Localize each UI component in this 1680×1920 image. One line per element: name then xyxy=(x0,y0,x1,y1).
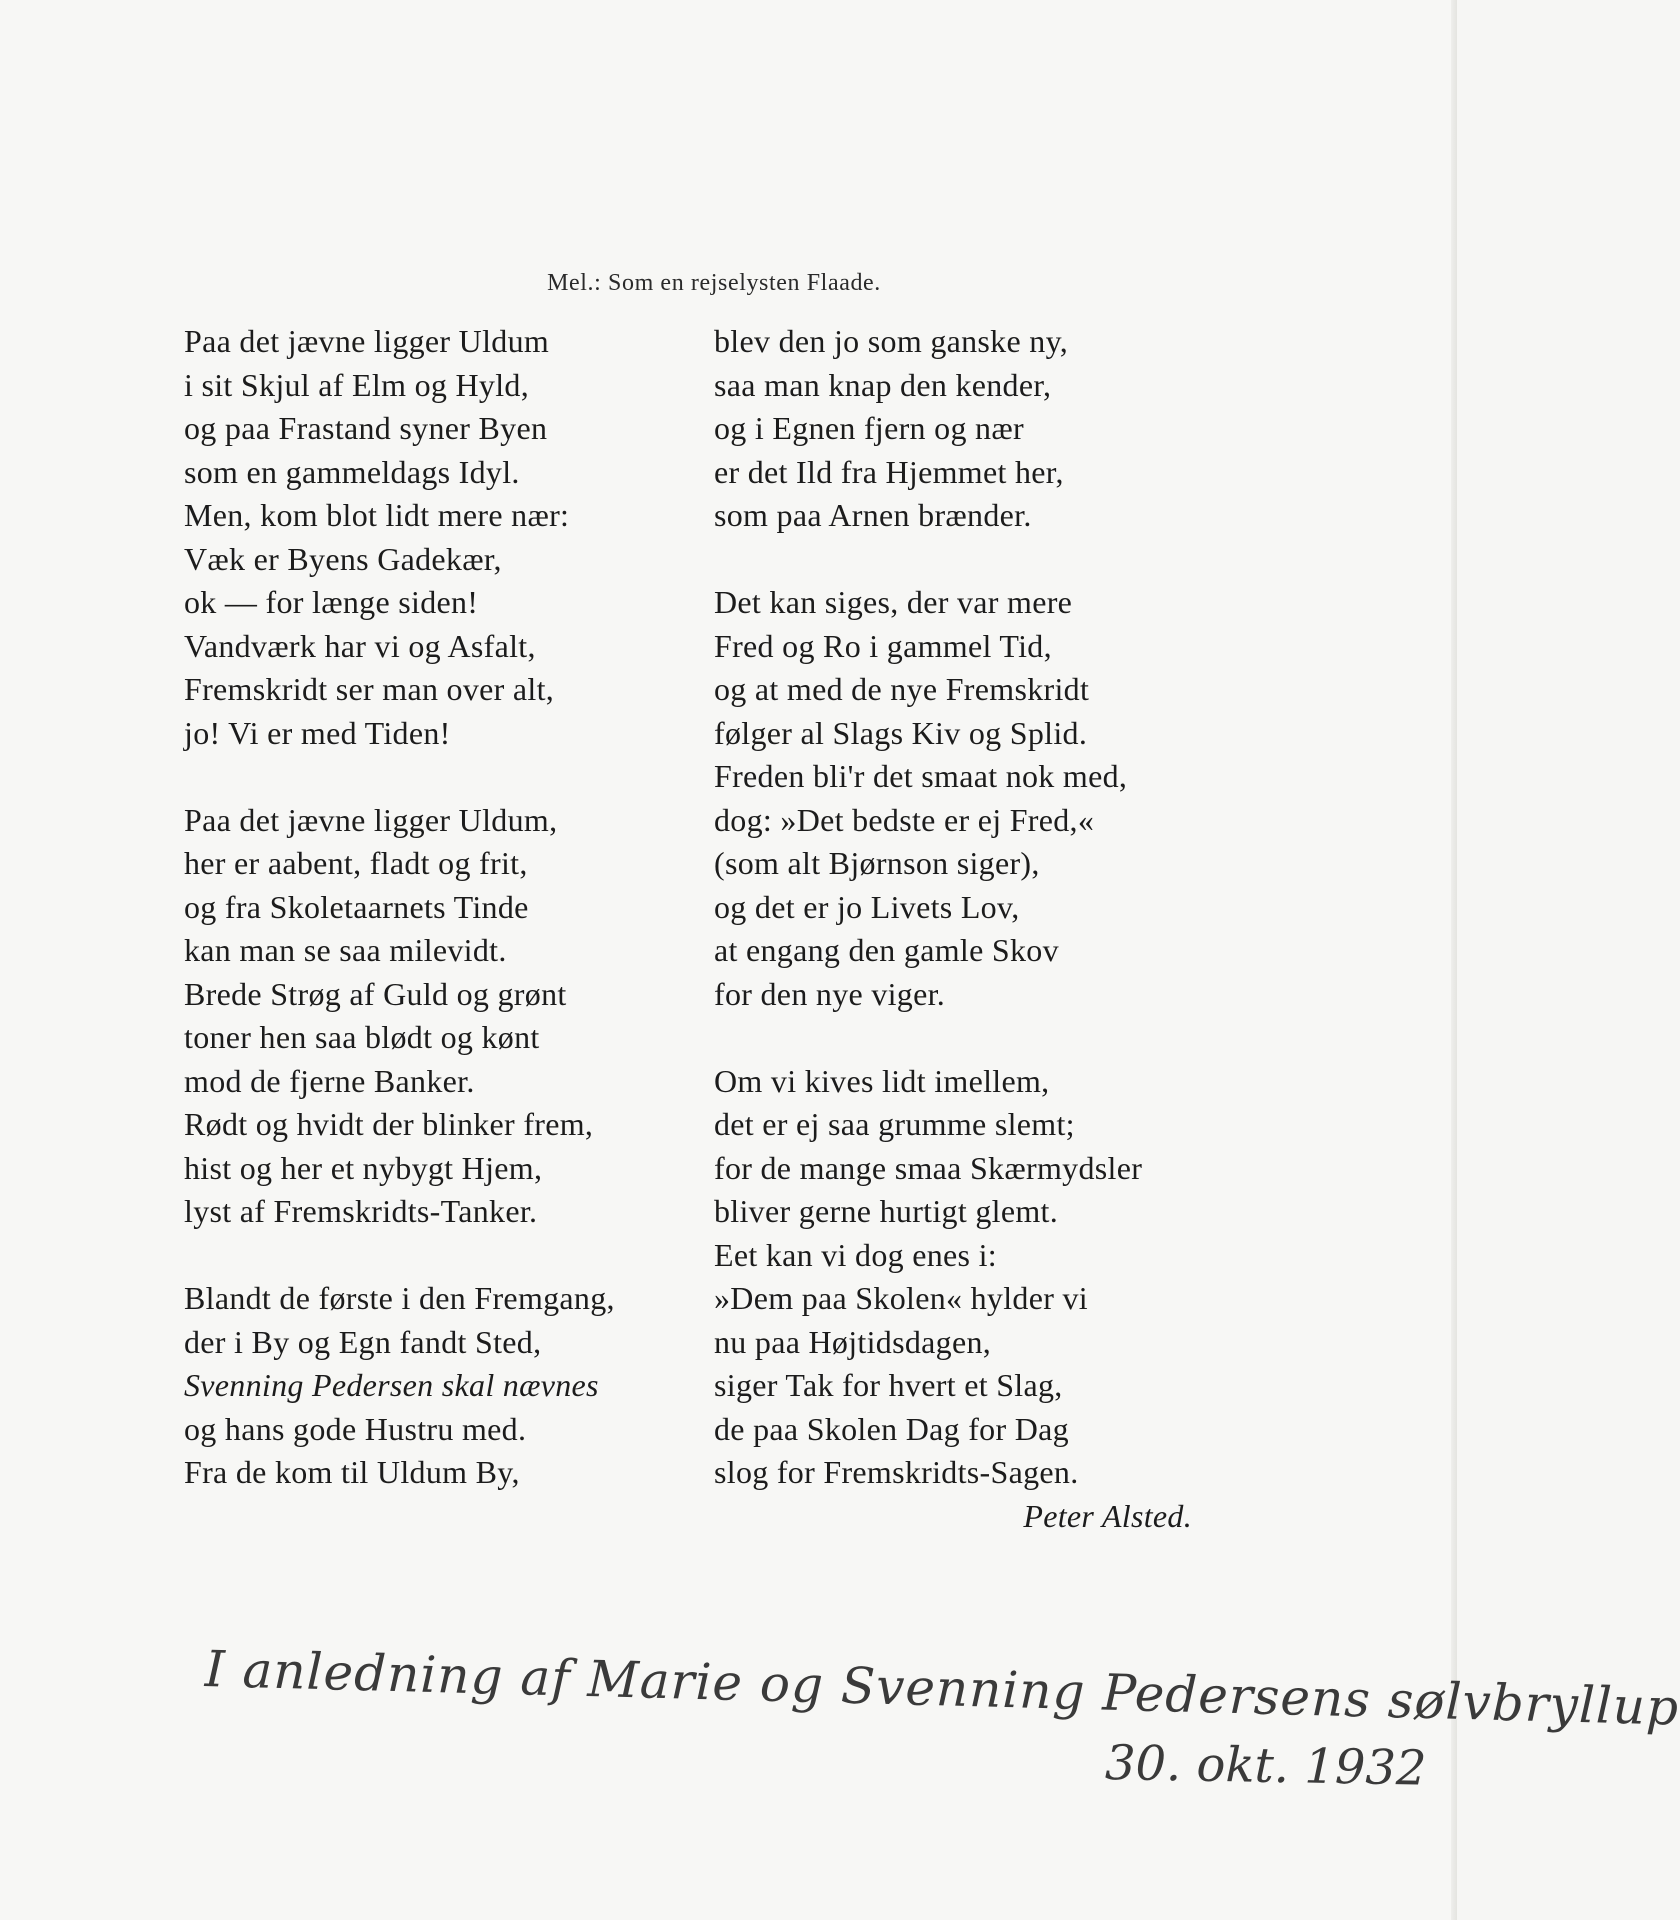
melody-heading: Mel.: Som en rejselysten Flaade. xyxy=(547,270,881,296)
poem-line: i sit Skjul af Elm og Hyld, xyxy=(184,366,529,403)
page-edge-shadow xyxy=(1451,0,1457,1920)
poem-line: og at med de nye Fremskridt xyxy=(714,671,1090,707)
poem-line: ok — for længe siden! xyxy=(184,584,479,620)
poem-line: og i Egnen fjern og nær xyxy=(714,410,1024,446)
poem-line: bliver gerne hurtigt glemt. xyxy=(714,1193,1059,1229)
stanza-6 xyxy=(714,1060,1274,1495)
poem-line: Vandværk har vi og Asfalt, xyxy=(184,627,536,664)
poem-line: Væk er Byens Gadekær, xyxy=(184,540,502,577)
poem-line: Fra de kom til Uldum By, xyxy=(184,1454,520,1490)
poem-line: for de mange smaa Skærmydsler xyxy=(714,1149,1143,1186)
poem-line: og paa Frastand syner Byen xyxy=(184,410,548,446)
poem-line: som paa Arnen brænder. xyxy=(714,497,1032,533)
poem-line: de paa Skolen Dag for Dag xyxy=(714,1410,1069,1447)
poem-line: der i By og Egn fandt Sted, xyxy=(184,1323,542,1360)
poem-line: her er aabent, fladt og frit, xyxy=(184,845,528,881)
stanza-4 xyxy=(714,320,1274,538)
poem-line: som en gammeldags Idyl. xyxy=(184,453,520,490)
poem-line: Fremskridt ser man over alt, xyxy=(184,671,555,707)
poem-line: dog: »Det bedste er ej Fred,« xyxy=(714,801,1095,838)
poem-line: Freden bli'r det smaat nok med, xyxy=(714,758,1128,794)
poem-line: mod de fjerne Banker. xyxy=(184,1062,475,1099)
poem-line: og hans gode Hustru med. xyxy=(184,1410,527,1447)
poem-line: (som alt Bjørnson siger), xyxy=(714,845,1040,881)
poem-line: Paa det jævne ligger Uldum xyxy=(184,323,550,359)
handwritten-dedication: I anledning af Marie og Svenning Pedersens sølvbryllup xyxy=(204,1640,1680,1737)
stanza-5 xyxy=(714,581,1274,1016)
poem-line: og det er jo Livets Lov, xyxy=(714,888,1020,925)
poem-line: Men, kom blot lidt mere nær: xyxy=(184,497,570,533)
author-signature: Peter Alsted. xyxy=(1023,1497,1192,1534)
poem-line: toner hen saa blødt og kønt xyxy=(184,1019,540,1055)
stanza-1 xyxy=(184,320,724,755)
poem-line: er det Ild fra Hjemmet her, xyxy=(714,453,1064,490)
poem-line: blev den jo som ganske ny, xyxy=(714,323,1069,359)
poem-line: Blandt de første i den Fremgang, xyxy=(184,1280,615,1316)
poem-line: Paa det jævne ligger Uldum, xyxy=(184,801,558,838)
poem-line: at engang den gamle Skov xyxy=(714,932,1059,968)
poem-left-column xyxy=(184,320,724,1538)
poem-line: for den nye viger. xyxy=(714,975,946,1012)
poem-line: lyst af Fremskridts-Tanker. xyxy=(184,1193,538,1229)
poem-line: siger Tak for hvert et Slag, xyxy=(714,1367,1063,1403)
poem-line: Eet kan vi dog enes i: xyxy=(714,1236,997,1273)
handwritten-date: 30. okt. 1932 xyxy=(1104,1735,1427,1797)
poem-line: Brede Strøg af Guld og grønt xyxy=(184,975,567,1012)
poem-line-italic-name: Svenning Pedersen skal nævnes xyxy=(184,1367,599,1403)
stanza-2 xyxy=(184,799,724,1234)
poem-line: kan man se saa milevidt. xyxy=(184,932,507,968)
poem-line: hist og her et nybygt Hjem, xyxy=(184,1149,543,1186)
poem-line: og fra Skoletaarnets Tinde xyxy=(184,888,529,925)
poem-line: slog for Fremskridts-Sagen. xyxy=(714,1454,1079,1490)
poem-line: »Dem paa Skolen« hylder vi xyxy=(714,1280,1088,1316)
poem-line: Om vi kives lidt imellem, xyxy=(714,1062,1050,1099)
poem-line: følger al Slags Kiv og Splid. xyxy=(714,714,1088,751)
poem-right-column xyxy=(714,320,1274,1538)
poem-line: jo! Vi er med Tiden! xyxy=(184,714,451,751)
poem-line: nu paa Højtidsdagen, xyxy=(714,1323,992,1360)
stanza-3 xyxy=(184,1277,724,1495)
poem-line: det er ej saa grumme slemt; xyxy=(714,1106,1075,1142)
poem-line: Rødt og hvidt der blinker frem, xyxy=(184,1106,594,1142)
poem-line: Det kan siges, der var mere xyxy=(714,584,1073,620)
poem-line: Fred og Ro i gammel Tid, xyxy=(714,627,1052,664)
poem-line: saa man knap den kender, xyxy=(714,366,1052,403)
